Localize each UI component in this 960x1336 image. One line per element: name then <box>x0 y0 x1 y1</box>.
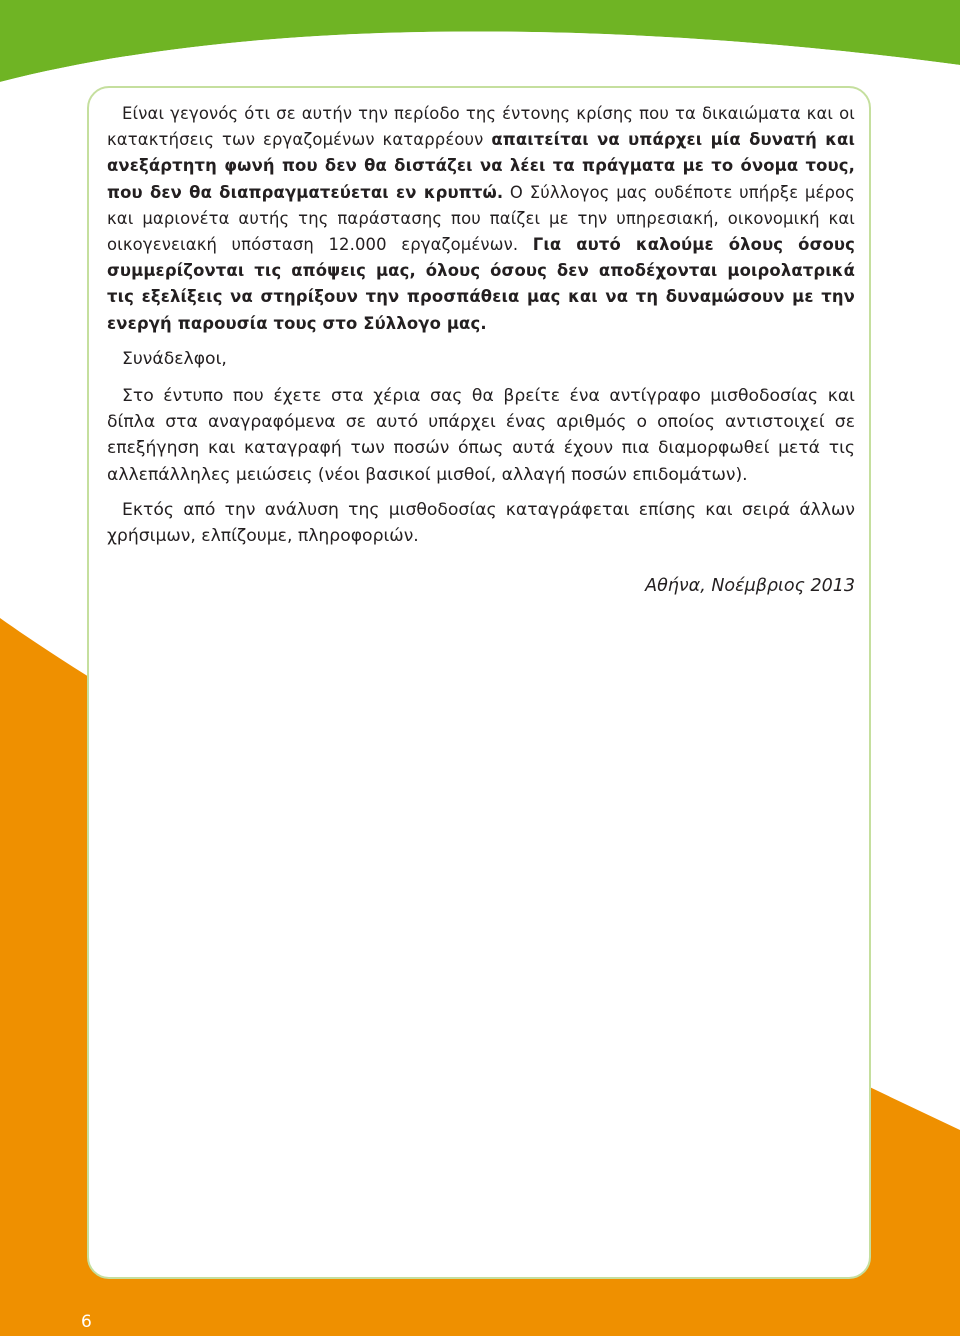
intro-bold-1: απαιτείται να υπάρχει μία δυνατή και ανεξάρτητη φωνή που δεν θα διστάζει να λέει τα πράγματα με το όνομα τους, που δεν θα διαπραγματεύεται εν κρυπτώ. <box>107 130 855 202</box>
info-paragraph: Εκτός από την ανάλυση της μισθοδοσίας καταγράφεται επίσης και σειρά άλλων χρήσιμων, ελπίζουμε, πληροφοριών. <box>107 499 855 547</box>
signature-date: Αθήνα, Νοέμβριος 2013 <box>645 576 855 596</box>
payroll-paragraph: Στο έντυπο που έχετε στα χέρια σας θα βρείτε ένα αντίγραφο μισθοδοσίας και δίπλα στα αναγραφόμενα σε αυτό υπάρχει ένας αριθμός ο οποίος αντιστοιχεί σε επεξήγηση και καταγραφή των ποσών όπως αυτά έχουν πια διαμορφωθεί μετά τις αλλεπάλληλες μειώσεις (νέοι βασικοί μισθοί, αλλαγή ποσών επιδομάτων). <box>107 386 855 485</box>
intro-text-1: Είναι γεγονός ότι σε αυτήν την περίοδο της έντονης κρίσης που τα δικαιώματα και οι κατακτήσεις των εργαζομένων καταρρέουν <box>107 104 855 150</box>
intro-paragraph <box>107 101 855 337</box>
intro-bold-2: Για αυτό καλούμε όλους όσους συμμερίζονται τις απόψεις μας, όλους όσους δεν αποδέχονται μοιρολατρικά τις εξελίξεις να στηρίξουν την προσπάθεια μας και να τη δυναμώσουν με την ενεργή παρουσία τους στο Σύλλογο μας. <box>107 235 855 333</box>
salutation: Συνάδελφοι, <box>122 348 227 369</box>
intro-text-2: Ο Σύλλογος μας ουδέποτε υπήρξε μέρος και μαριονέτα αυτής της παράστασης που παίζει με την υπηρεσιακή, οικονομική και οικογενειακή υπόσταση 12.000 εργαζομένων. <box>107 182 856 255</box>
page-number: 6 <box>81 1312 92 1332</box>
document-body <box>107 101 855 558</box>
